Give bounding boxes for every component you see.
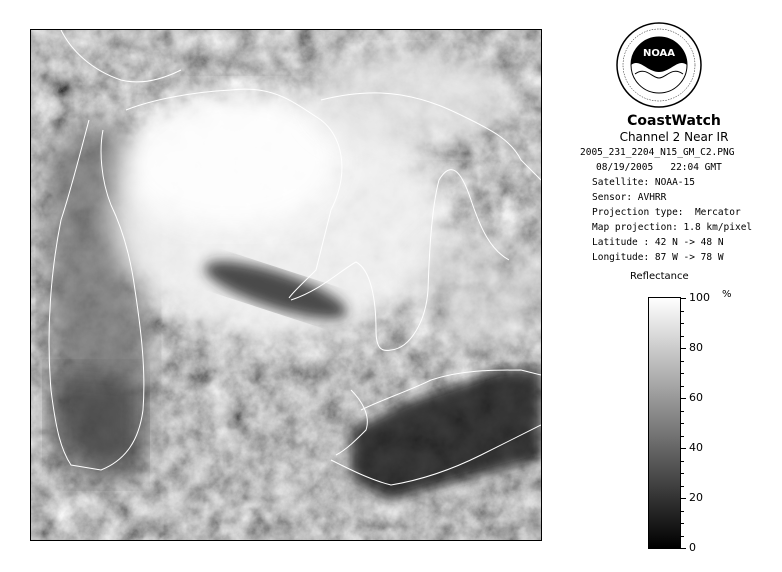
noaa-logo-icon: [616, 22, 702, 108]
colorbar-tick: [681, 386, 684, 387]
colorbar-tick: [681, 486, 684, 487]
colorbar-tick: [681, 436, 684, 437]
filename: 2005_231_2204_N15_GM_C2.PNG: [580, 147, 735, 158]
datetime: 08/19/2005 22:04 GMT: [596, 162, 722, 173]
colorbar-label: 100: [689, 291, 710, 304]
colorbar-tick: [681, 548, 686, 549]
satellite: Satellite: NOAA-15: [592, 177, 695, 188]
colorbar-tick: [681, 511, 684, 512]
colorbar-label: 40: [689, 441, 703, 454]
colorbar-unit: %: [722, 289, 732, 300]
colorbar-tick: [681, 373, 684, 374]
projection-type: Projection type: Mercator: [592, 207, 741, 218]
satellite-image: [31, 30, 541, 540]
logo-text: NOAA: [642, 48, 676, 59]
channel-label: Channel 2 Near IR: [619, 130, 729, 144]
colorbar-tick: [681, 473, 684, 474]
colorbar-tick: [681, 536, 684, 537]
colorbar-label: 80: [689, 341, 703, 354]
colorbar-tick: [681, 423, 684, 424]
colorbar-label: 20: [689, 491, 703, 504]
colorbar-tick: [681, 523, 684, 524]
colorbar-title: Reflectance: [630, 271, 689, 282]
brand-title: CoastWatch: [627, 113, 721, 129]
latitude: Latitude : 42 N -> 48 N: [592, 237, 724, 248]
longitude: Longitude: 87 W -> 78 W: [592, 252, 724, 263]
colorbar-label: 0: [689, 541, 696, 554]
colorbar-tick: [681, 411, 684, 412]
colorbar-tick: [681, 461, 684, 462]
north-cloud: [311, 50, 511, 150]
colorbar-tick: [681, 336, 684, 337]
colorbar-tick: [681, 348, 686, 349]
colorbar-tick: [681, 323, 684, 324]
satellite-map[interactable]: [30, 29, 542, 541]
colorbar-tick: [681, 311, 684, 312]
colorbar: [648, 297, 681, 549]
colorbar-tick: [681, 448, 686, 449]
colorbar-tick: [681, 298, 686, 299]
map-projection: Map projection: 1.8 km/pixel: [592, 222, 753, 233]
colorbar-label: 60: [689, 391, 703, 404]
colorbar-tick: [681, 498, 686, 499]
colorbar-tick: [681, 398, 686, 399]
info-panel: [566, 0, 782, 572]
sensor: Sensor: AVHRR: [592, 192, 667, 203]
colorbar-tick: [681, 361, 684, 362]
